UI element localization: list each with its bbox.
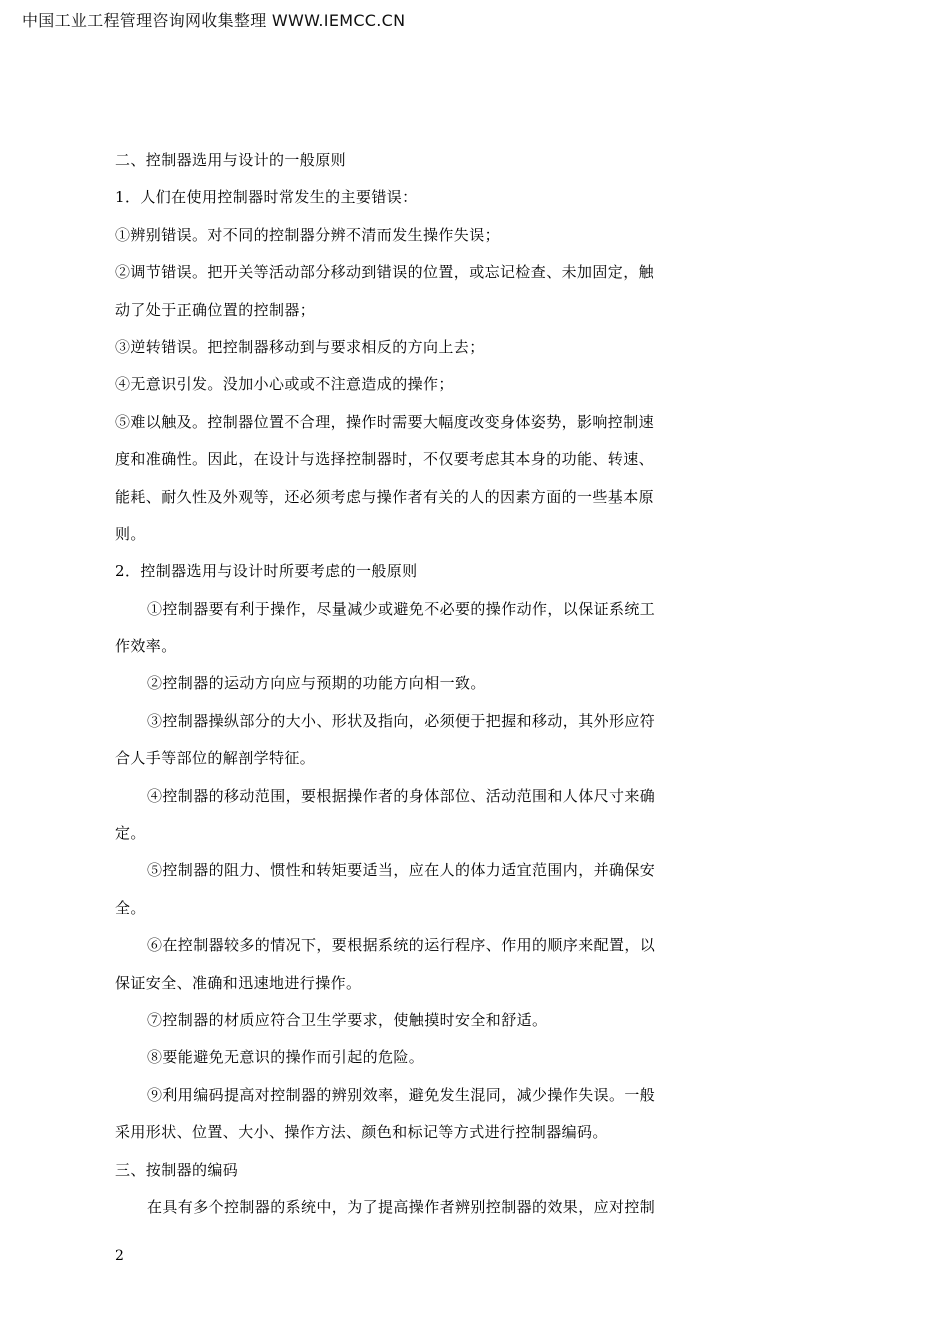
text-line: ⑥在控制器较多的情况下，要根据系统的运行程序、作用的顺序来配置，以 [147,936,656,955]
text-line: ①辨别错误。对不同的控制器分辨不清而发生操作失误； [115,225,501,244]
text-line: 动了处于正确位置的控制器； [115,300,316,319]
text-line: 能耗、耐久性及外观等，还必须考虑与操作者有关的人的因素方面的一些基本原 [115,487,655,506]
text-line: ⑧要能避免无意识的操作而引起的危险。 [147,1048,425,1067]
text-line: ①控制器要有利于操作，尽量减少或避免不必要的操作动作，以保证系统工 [147,599,656,618]
text-line: 在具有多个控制器的系统中，为了提高操作者辨别控制器的效果，应对控制 [147,1197,656,1216]
text-line: 采用形状、位置、大小、操作方法、颜色和标记等方式进行控制器编码。 [115,1123,608,1142]
text-line: 1．人们在使用控制器时常发生的主要错误： [115,188,418,207]
text-line: ②控制器的运动方向应与预期的功能方向相一致。 [147,674,486,693]
text-line: 2．控制器选用与设计时所要考虑的一般原则 [115,562,418,581]
text-line: ④控制器的移动范围，要根据操作者的身体部位、活动范围和人体尺寸来确 [147,786,656,805]
text-line: 二、控制器选用与设计的一般原则 [115,151,347,169]
text-line: ⑤难以触及。控制器位置不合理，操作时需要大幅度改变身体姿势，影响控制速 [115,412,655,431]
watermark-header: 中国工业工程管理咨询网收集整理 WWW.IEMCC.CN [22,11,406,30]
text-line: 合人手等部位的解剖学特征。 [115,749,316,768]
text-line: 保证安全、准确和迅速地进行操作。 [115,973,362,992]
text-line: ⑦控制器的材质应符合卫生学要求，使触摸时安全和舒适。 [147,1010,548,1029]
text-line: 则。 [115,524,146,543]
text-line: 作效率。 [115,637,177,656]
text-line: ④无意识引发。没加小心或或不注意造成的操作； [115,375,454,394]
text-line: ②调节错误。把开关等活动部分移动到错误的位置，或忘记检查、未加固定，触 [115,263,655,282]
document-body [115,142,705,1226]
text-line: 定。 [115,824,146,843]
text-line: ③控制器操纵部分的大小、形状及指向，必须便于把握和移动，其外形应符 [147,711,656,730]
text-line: 全。 [115,898,146,917]
text-line: ⑤控制器的阻力、惯性和转矩要适当，应在人的体力适宜范围内，并确保安 [147,861,656,880]
page-number: 2 [115,1248,124,1264]
text-line: ③逆转错误。把控制器移动到与要求相反的方向上去； [115,337,485,356]
text-line: ⑨利用编码提高对控制器的辨别效率，避免发生混同，减少操作失误。一般 [147,1085,656,1104]
text-line: 三、按制器的编码 [115,1160,239,1179]
text-line: 度和准确性。因此，在设计与选择控制器时，不仅要考虑其本身的功能、转速、 [115,450,655,469]
